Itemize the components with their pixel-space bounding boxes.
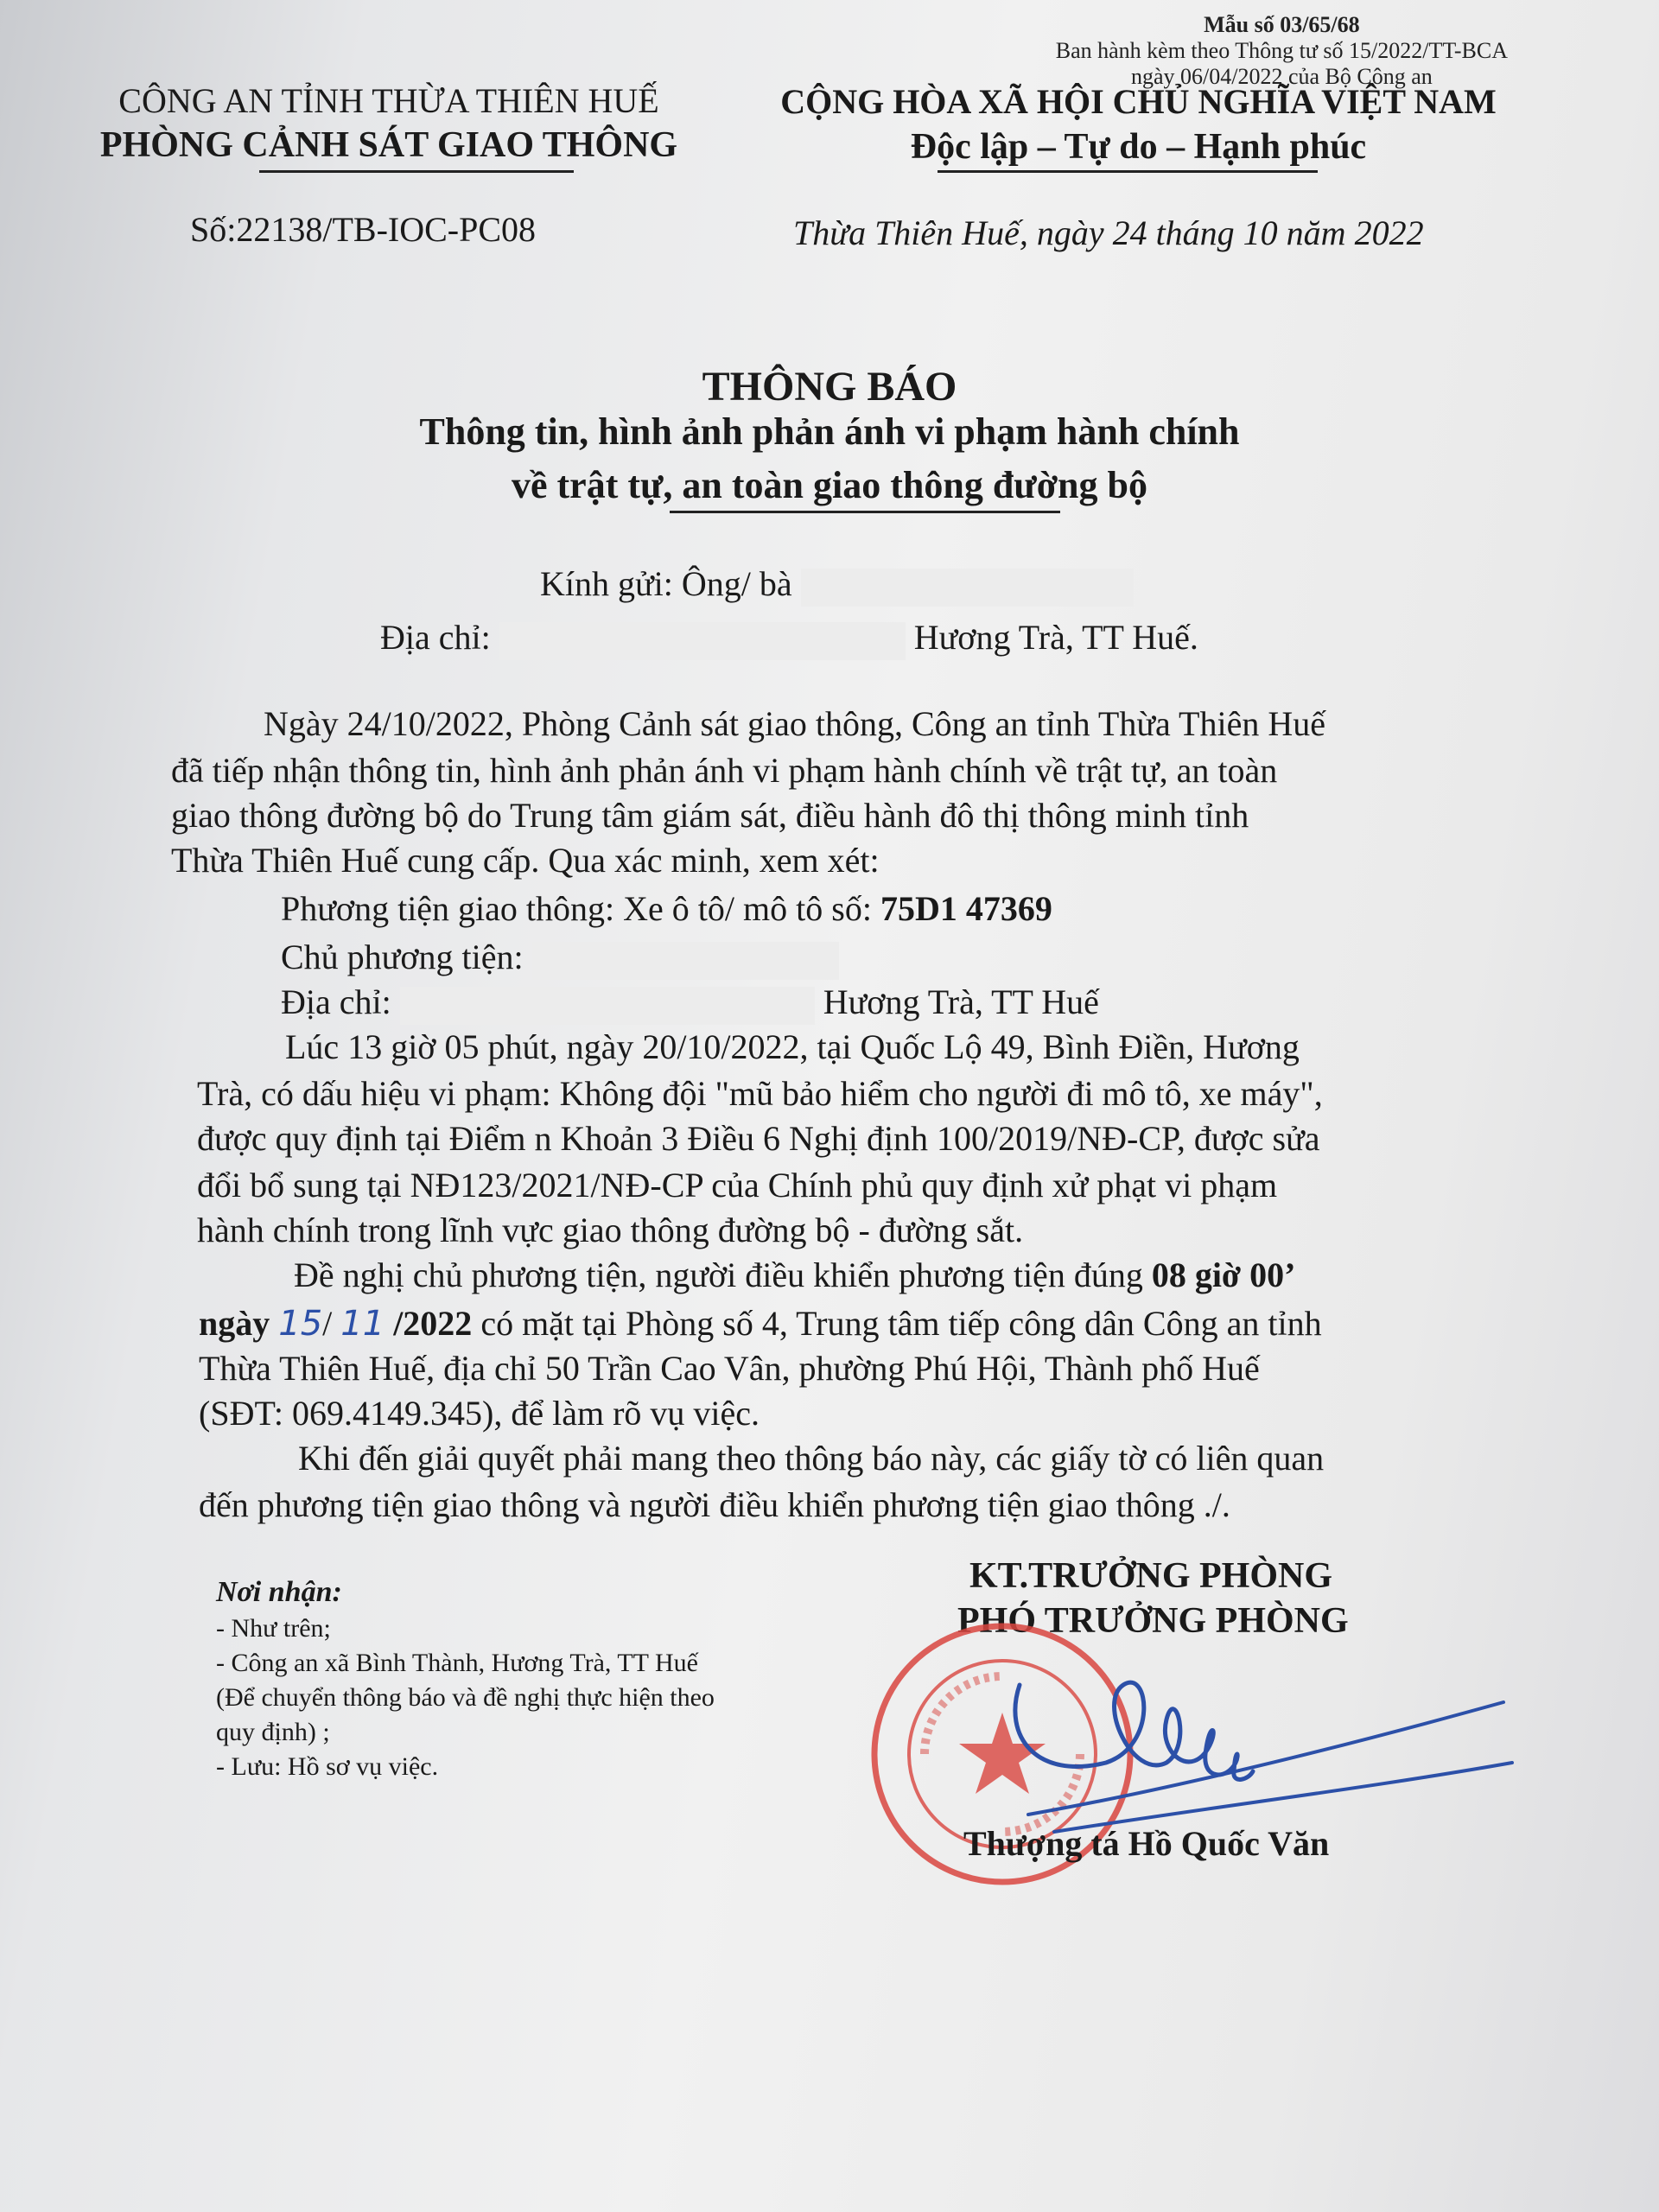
addressee-line xyxy=(540,562,1134,607)
agency-line2: PHÒNG CẢNH SÁT GIAO THÔNG xyxy=(99,125,678,165)
appointment-date-line: ngày 15/ 11 /2022 có mặt tại Phòng số 4, Trung tâm tiếp công dân Công an tỉnh xyxy=(199,1304,1322,1344)
redacted-address xyxy=(499,622,906,660)
body-line: đã tiếp nhận thông tin, hình ảnh phản ánh vi phạm hành chính về trật tự, an toàn xyxy=(171,751,1278,790)
body-line: Lúc 13 giờ 05 phút, ngày 20/10/2022, tại Quốc Lộ 49, Bình Điền, Hương xyxy=(285,1027,1300,1066)
recipients-heading: Nơi nhận: xyxy=(216,1576,342,1608)
owner-line xyxy=(281,935,839,980)
body-line: hành chính trong lĩnh vực giao thông đường bộ - đường sắt. xyxy=(197,1211,1024,1249)
recipient-item: - Như trên; xyxy=(216,1614,331,1643)
agency-underline xyxy=(259,170,574,173)
owner-address-suffix: Hương Trà, TT Huế xyxy=(823,982,1099,1021)
appointment-text: Đề nghị chủ phương tiện, người điều khiển phương tiện đúng xyxy=(294,1255,1143,1294)
day-label: ngày xyxy=(199,1304,270,1343)
body-line: Trà, có dấu hiệu vi phạm: Không đội "mũ bảo hiểm cho người đi mô tô, xe máy", xyxy=(197,1074,1323,1113)
body-line: Thừa Thiên Huế, địa chỉ 50 Trần Cao Vân, phường Phú Hội, Thành phố Huế xyxy=(199,1349,1260,1388)
greeting-label: Kính gửi: Ông/ bà xyxy=(540,564,792,603)
place-date: Thừa Thiên Huế, ngày 24 tháng 10 năm 2022 xyxy=(793,213,1424,252)
agency-line1: CÔNG AN TỈNH THỪA THIÊN HUẾ xyxy=(118,81,659,120)
body-line: Ngày 24/10/2022, Phòng Cảnh sát giao thông, Công an tỉnh Thừa Thiên Huế xyxy=(264,704,1325,743)
nation-header xyxy=(734,79,1542,169)
form-ref-line1: Ban hành kèm theo Thông tư số 15/2022/TT-BCA xyxy=(1055,38,1508,63)
form-code: Mẫu số 03/65/68 xyxy=(1204,12,1360,37)
signer-name: Thượng tá Hồ Quốc Văn xyxy=(963,1824,1330,1863)
owner-address-line xyxy=(281,980,1099,1025)
agency-header xyxy=(69,79,709,168)
address-label: Địa chỉ: xyxy=(380,618,491,657)
address-suffix: Hương Trà, TT Huế. xyxy=(913,618,1198,657)
document-number: Số:22138/TB-IOC-PC08 xyxy=(190,210,537,249)
document-title: THÔNG BÁO xyxy=(702,364,957,410)
body-line: Thừa Thiên Huế cung cấp. Qua xác minh, xem xét: xyxy=(171,841,880,880)
recipients-block xyxy=(216,1576,715,1782)
address-line xyxy=(380,615,1198,660)
vehicle-label: Phương tiện giao thông: Xe ô tô/ mô tô số: xyxy=(281,889,872,928)
recipient-item: - Lưu: Hồ sơ vụ việc. xyxy=(216,1752,439,1781)
appointment-time: 08 giờ 00’ xyxy=(1151,1255,1296,1294)
recipient-item: quy định) ; xyxy=(216,1718,330,1746)
owner-label: Chủ phương tiện: xyxy=(281,938,524,976)
handwritten-day: 15 xyxy=(278,1304,323,1344)
redacted-owner-address xyxy=(400,987,815,1025)
form-reference xyxy=(1056,12,1508,90)
form-ref-line2: ngày 06/04/2022 của Bộ Công an xyxy=(1130,64,1433,89)
body-line: giao thông đường bộ do Trung tâm giám sát, điều hành đô thị thông minh tỉnh xyxy=(171,796,1249,835)
body-line: Khi đến giải quyết phải mang theo thông báo này, các giấy tờ có liên quan xyxy=(298,1439,1325,1478)
body-line: (SĐT: 069.4149.345), để làm rõ vụ việc. xyxy=(199,1394,760,1433)
body-line xyxy=(294,1253,1295,1298)
appointment-year: /2022 xyxy=(393,1304,473,1343)
document-subtitle-2: về trật tự, an toàn giao thông đường bộ xyxy=(511,464,1147,506)
redacted-owner xyxy=(532,942,839,980)
recipient-item: - Công an xã Bình Thành, Hương Trà, TT Huế xyxy=(216,1649,698,1677)
redacted-name xyxy=(801,569,1134,607)
title-underline xyxy=(670,511,1060,513)
handwritten-month: 11 xyxy=(340,1304,385,1344)
body-line: đến phương tiện giao thông và người điều khiển phương tiện giao thông ./. xyxy=(199,1485,1230,1524)
recipient-item: (Để chuyển thông báo và đề nghị thực hiện theo xyxy=(216,1683,715,1712)
appointment-location: có mặt tại Phòng số 4, Trung tâm tiếp công dân Công an tỉnh xyxy=(480,1304,1322,1343)
motto-underline xyxy=(938,170,1318,173)
body-line: được quy định tại Điểm n Khoản 3 Điều 6 Nghị định 100/2019/NĐ-CP, được sửa xyxy=(197,1119,1320,1158)
document-subtitle-1: Thông tin, hình ảnh phản ánh vi phạm hành chính xyxy=(419,410,1240,453)
signature-title-1: KT.TRƯỞNG PHÒNG xyxy=(969,1556,1332,1596)
vehicle-plate: 75D1 47369 xyxy=(880,889,1052,928)
vehicle-line xyxy=(281,887,1052,931)
signature-title-2: PHÓ TRƯỞNG PHÒNG xyxy=(957,1601,1349,1641)
body-line: đổi bổ sung tại NĐ123/2021/NĐ-CP của Chính phủ quy định xử phạt vi phạm xyxy=(197,1166,1278,1205)
nation-motto: Độc lập – Tự do – Hạnh phúc xyxy=(910,127,1367,167)
owner-address-label: Địa chỉ: xyxy=(281,982,391,1021)
nation-line1: CỘNG HÒA XÃ HỘI CHỦ NGHĨA VIỆT NAM xyxy=(780,82,1497,121)
